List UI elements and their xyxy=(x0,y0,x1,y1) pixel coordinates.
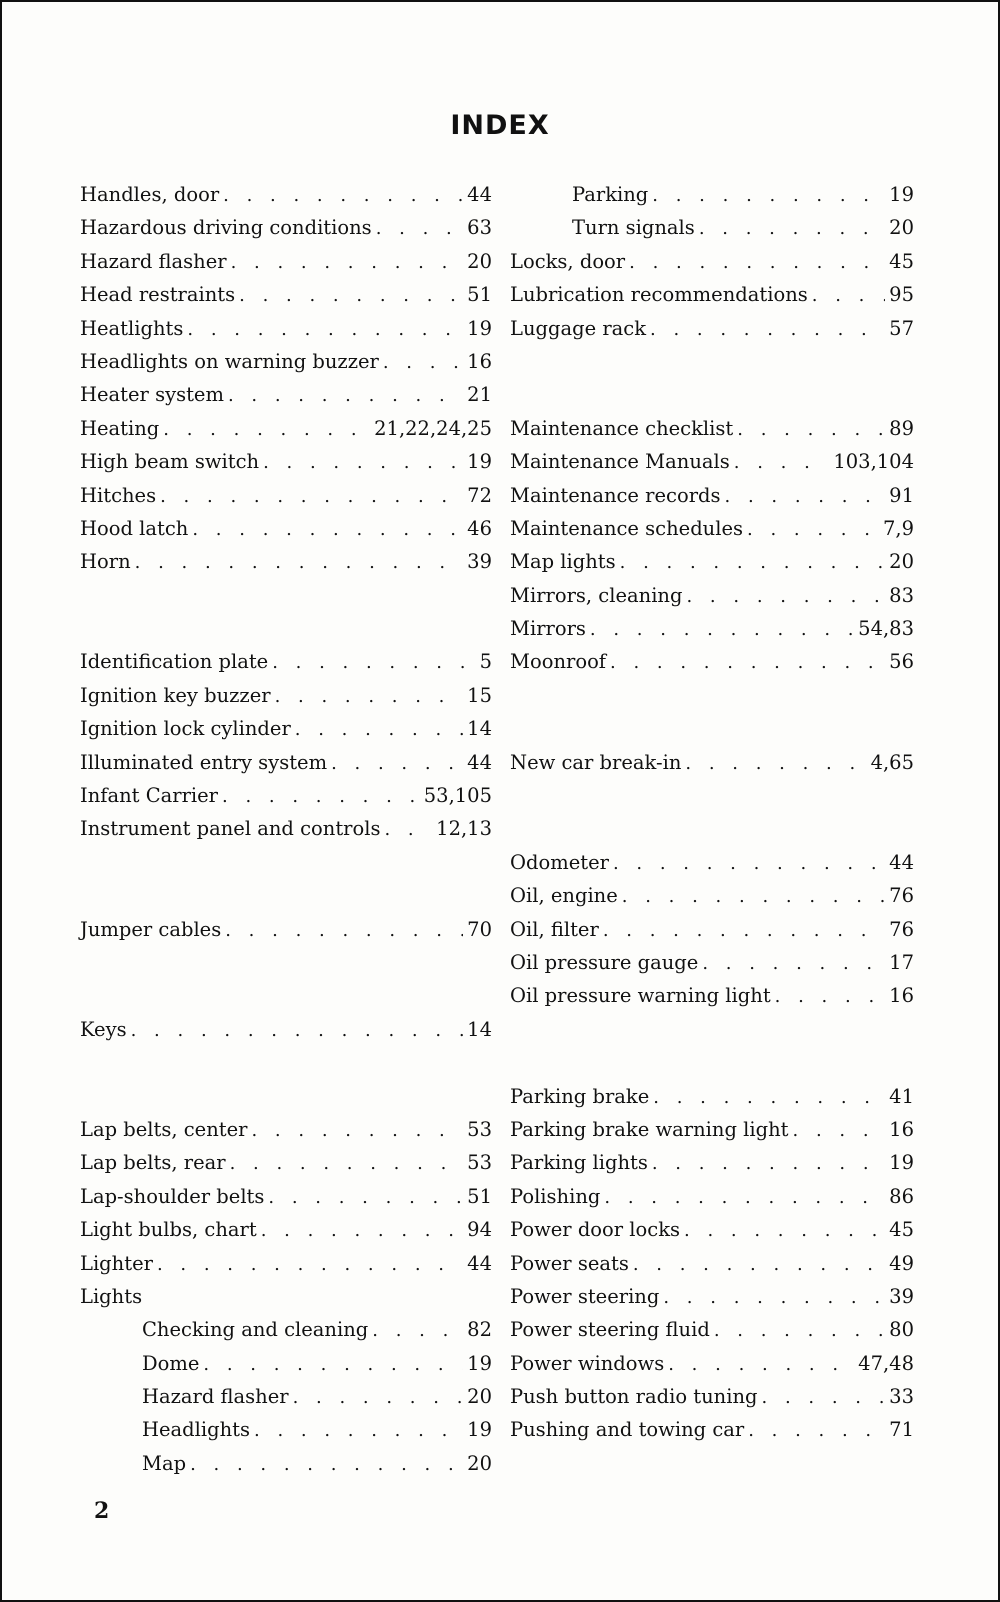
index-entry xyxy=(510,1280,914,1313)
section-gap xyxy=(510,812,914,845)
entry-term: Jumper cables xyxy=(80,917,222,941)
entry-term: Headlights xyxy=(142,1418,251,1442)
section-gap xyxy=(510,1046,914,1079)
entry-page-ref: 72 xyxy=(467,483,492,507)
entry-page-ref: 103,104 xyxy=(833,450,914,474)
index-entry xyxy=(80,178,492,211)
entry-page-ref: 44 xyxy=(889,850,914,874)
dot-leader xyxy=(254,1414,463,1447)
entry-page-ref: 20 xyxy=(467,1451,492,1475)
entry-term: Parking xyxy=(572,183,649,206)
index-entry xyxy=(510,445,914,478)
index-subentry xyxy=(80,1347,492,1380)
index-entry xyxy=(80,1213,492,1246)
entry-term: Map lights xyxy=(510,550,616,574)
dot-leader xyxy=(275,680,464,713)
entry-page-ref: 44 xyxy=(467,750,492,774)
index-entry xyxy=(80,779,492,812)
entry-page-ref: 49 xyxy=(889,1251,914,1275)
entry-page-ref: 19 xyxy=(467,450,492,474)
dot-leader xyxy=(663,1281,885,1314)
entry-page-ref: 86 xyxy=(889,1184,914,1208)
section-gap xyxy=(510,679,914,712)
entry-page-ref: 15 xyxy=(467,683,492,707)
entry-page-ref: 53 xyxy=(467,1151,492,1175)
entry-page-ref: 5 xyxy=(479,650,492,674)
dot-leader xyxy=(251,1114,463,1147)
entry-term: Lap belts, rear xyxy=(80,1151,226,1175)
entry-page-ref: 95 xyxy=(889,283,914,307)
dot-leader xyxy=(372,1314,463,1347)
dot-leader xyxy=(603,914,885,947)
index-entry xyxy=(80,1180,492,1213)
entry-page-ref: 20 xyxy=(889,550,914,574)
dot-leader xyxy=(223,179,463,212)
index-entry xyxy=(510,579,914,612)
entry-page-ref: 4,65 xyxy=(870,750,914,774)
dot-leader xyxy=(684,1214,885,1247)
dot-leader xyxy=(187,313,463,346)
entry-term: Power steering xyxy=(510,1284,660,1308)
entry-term: Parking brake warning light xyxy=(510,1117,789,1141)
entry-page-ref: 16 xyxy=(889,984,914,1008)
index-entry xyxy=(510,1080,914,1113)
index-entry xyxy=(510,1380,914,1413)
entry-term: Lubrication recommendations xyxy=(510,283,808,307)
index-entry xyxy=(80,312,492,345)
dot-leader xyxy=(620,546,886,579)
entry-term: Illuminated entry system xyxy=(80,750,328,774)
index-entry xyxy=(510,946,914,979)
entry-page-ref: 20 xyxy=(889,216,914,240)
entry-term: Heatlights xyxy=(80,316,184,340)
section-gap xyxy=(80,1046,492,1079)
index-entry xyxy=(80,645,492,678)
dot-leader xyxy=(650,313,885,346)
dot-leader xyxy=(192,513,463,546)
entry-term: Locks, door xyxy=(510,249,626,273)
entry-term: Maintenance schedules xyxy=(510,516,744,540)
index-entry xyxy=(510,1313,914,1346)
dot-leader xyxy=(775,980,886,1013)
index-entry xyxy=(80,1146,492,1179)
entry-term: Hazard flasher xyxy=(80,249,227,273)
dot-leader xyxy=(686,580,885,613)
dot-leader xyxy=(135,546,464,579)
index-entry xyxy=(510,612,914,645)
dot-leader xyxy=(163,413,370,446)
section-gap xyxy=(510,345,914,378)
entry-page-ref: 70 xyxy=(467,917,492,941)
dot-leader xyxy=(272,646,475,679)
entry-page-ref: 19 xyxy=(467,316,492,340)
section-gap xyxy=(80,946,492,979)
index-entry xyxy=(510,1146,914,1179)
index-entry xyxy=(510,645,914,678)
index-entry xyxy=(80,345,492,378)
entry-term: Power door locks xyxy=(510,1218,681,1242)
entry-page-ref: 51 xyxy=(467,283,492,307)
index-entry xyxy=(510,746,914,779)
dot-leader xyxy=(613,847,885,880)
entry-term: Oil pressure gauge xyxy=(510,950,699,974)
index-entry xyxy=(510,512,914,545)
entry-page-ref: 19 xyxy=(889,183,914,206)
entry-term: Maintenance Manuals xyxy=(510,450,730,474)
dot-leader xyxy=(812,279,885,312)
dot-leader xyxy=(610,646,885,679)
entry-term: Handles, door xyxy=(80,183,220,206)
entry-term: Identification plate xyxy=(80,650,269,674)
entry-page-ref: 89 xyxy=(889,416,914,440)
dot-leader xyxy=(190,1448,463,1481)
index-entry xyxy=(80,378,492,411)
index-entry xyxy=(510,1347,914,1380)
entry-page-ref: 39 xyxy=(889,1284,914,1308)
index-entry xyxy=(80,746,492,779)
dot-leader xyxy=(737,413,885,446)
section-gap xyxy=(510,779,914,812)
dot-leader xyxy=(604,1181,885,1214)
entry-page-ref: 83 xyxy=(889,583,914,607)
entry-page-ref: 14 xyxy=(467,717,492,741)
dot-leader xyxy=(633,1248,885,1281)
section-gap xyxy=(80,846,492,879)
dot-leader xyxy=(590,613,854,646)
entry-page-ref: 21 xyxy=(467,383,492,407)
section-gap xyxy=(80,612,492,645)
entry-term: Hazard flasher xyxy=(142,1385,289,1409)
entry-term: Light bulbs, chart xyxy=(80,1218,257,1242)
entry-page-ref: 54,83 xyxy=(858,617,914,641)
dot-leader xyxy=(748,1414,885,1447)
dot-leader xyxy=(629,246,885,279)
index-subentry xyxy=(80,1313,492,1346)
entry-page-ref: 46 xyxy=(467,516,492,540)
entry-page-ref: 20 xyxy=(467,1385,492,1409)
index-entry xyxy=(510,879,914,912)
entry-term: Parking lights xyxy=(510,1151,648,1175)
entry-page-ref: 16 xyxy=(889,1117,914,1141)
index-entry xyxy=(510,979,914,1012)
entry-term: Polishing xyxy=(510,1184,601,1208)
dot-leader xyxy=(231,246,464,279)
entry-term: Pushing and towing car xyxy=(510,1418,745,1442)
entry-term: Heating xyxy=(80,416,160,440)
dot-leader xyxy=(653,1081,885,1114)
section-gap xyxy=(80,979,492,1012)
entry-page-ref: 39 xyxy=(467,550,492,574)
index-entry xyxy=(80,1247,492,1280)
index-entry xyxy=(80,245,492,278)
dot-leader xyxy=(652,179,885,212)
entry-term: Lights xyxy=(80,1284,143,1308)
entry-page-ref: 41 xyxy=(889,1084,914,1108)
dot-leader xyxy=(376,212,463,245)
entry-term: Turn signals xyxy=(572,216,695,240)
dot-leader xyxy=(203,1348,463,1381)
dot-leader xyxy=(295,713,463,746)
entry-page-ref: 94 xyxy=(467,1218,492,1242)
entry-term: Head restraints xyxy=(80,283,236,307)
index-entry xyxy=(80,679,492,712)
entry-term: Horn xyxy=(80,550,131,574)
dot-leader xyxy=(383,346,463,379)
entry-term: Luggage rack xyxy=(510,316,647,340)
entry-page-ref: 51 xyxy=(467,1184,492,1208)
entry-term: Lap belts, center xyxy=(80,1117,248,1141)
entry-page-ref: 16 xyxy=(467,349,492,373)
entry-term: New car break-in xyxy=(510,750,682,774)
entry-page-ref: 91 xyxy=(889,483,914,507)
entry-page-ref: 17 xyxy=(889,950,914,974)
entry-term: Hood latch xyxy=(80,516,189,540)
entry-page-ref: 21,22,24,25 xyxy=(374,416,492,440)
dot-leader xyxy=(793,1114,886,1147)
index-entry xyxy=(510,1113,914,1146)
entry-page-ref: 45 xyxy=(889,249,914,273)
index-entry xyxy=(510,1247,914,1280)
index-subentry xyxy=(80,1447,492,1480)
entry-term: Map xyxy=(142,1451,187,1475)
entry-page-ref: 57 xyxy=(889,316,914,340)
section-gap xyxy=(80,879,492,912)
entry-page-ref: 82 xyxy=(467,1318,492,1342)
index-entry xyxy=(80,1113,492,1146)
index-subentry xyxy=(510,211,914,244)
entry-page-ref: 56 xyxy=(889,650,914,674)
entry-term: Hazardous driving conditions xyxy=(80,216,372,240)
dot-leader xyxy=(734,446,830,479)
dot-leader xyxy=(230,1147,464,1180)
entry-term: Mirrors xyxy=(510,617,586,641)
index-entry xyxy=(80,1280,492,1313)
entry-term: Infant Carrier xyxy=(80,784,218,808)
dot-leader xyxy=(652,1147,885,1180)
dot-leader xyxy=(702,947,885,980)
entry-page-ref: 76 xyxy=(889,917,914,941)
entry-term: Headlights on warning buzzer xyxy=(80,349,379,373)
entry-term: Checking and cleaning xyxy=(142,1318,369,1342)
dot-leader xyxy=(714,1314,885,1347)
entry-page-ref: 33 xyxy=(889,1385,914,1409)
dot-leader xyxy=(622,880,885,913)
section-gap xyxy=(510,378,914,411)
index-entry xyxy=(510,1413,914,1446)
index-subentry xyxy=(510,178,914,211)
entry-page-ref: 19 xyxy=(467,1351,492,1375)
entry-term: Power steering fluid xyxy=(510,1318,710,1342)
index-entry xyxy=(80,913,492,946)
section-gap xyxy=(510,1013,914,1046)
dot-leader xyxy=(228,379,463,412)
index-entry xyxy=(80,479,492,512)
index-entry xyxy=(510,245,914,278)
entry-term: Heater system xyxy=(80,383,224,407)
dot-leader xyxy=(268,1181,463,1214)
index-entry xyxy=(80,278,492,311)
entry-page-ref: 80 xyxy=(889,1318,914,1342)
entry-page-ref: 7,9 xyxy=(882,516,914,540)
dot-leader xyxy=(725,480,886,513)
entry-term: Maintenance checklist xyxy=(510,416,734,440)
entry-term: Parking brake xyxy=(510,1084,650,1108)
dot-leader xyxy=(239,279,463,312)
entry-term: Oil pressure warning light xyxy=(510,984,771,1008)
index-entry xyxy=(80,412,492,445)
dot-leader xyxy=(668,1348,854,1381)
entry-term: Oil, engine xyxy=(510,884,618,908)
entry-page-ref: 44 xyxy=(467,183,492,206)
entry-page-ref: 12,13 xyxy=(436,817,492,841)
dot-leader xyxy=(747,513,879,546)
section-gap xyxy=(80,579,492,612)
index-entry xyxy=(80,445,492,478)
index-entry xyxy=(510,913,914,946)
entry-term: Lighter xyxy=(80,1251,153,1275)
entry-term: High beam switch xyxy=(80,450,260,474)
entry-term: Hitches xyxy=(80,483,157,507)
entry-page-ref: 44 xyxy=(467,1251,492,1275)
entry-term: Instrument panel and controls xyxy=(80,817,381,841)
index-entry xyxy=(510,479,914,512)
entry-page-ref: 45 xyxy=(889,1218,914,1242)
index-entry xyxy=(510,545,914,578)
index-entry xyxy=(80,712,492,745)
dot-leader xyxy=(762,1381,886,1414)
entry-page-ref: 47,48 xyxy=(858,1351,914,1375)
entry-term: Mirrors, cleaning xyxy=(510,583,683,607)
page-number: 2 xyxy=(94,1498,110,1524)
entry-page-ref: 71 xyxy=(889,1418,914,1442)
entry-term: Keys xyxy=(80,1017,127,1041)
section-gap xyxy=(510,712,914,745)
entry-page-ref: 76 xyxy=(889,884,914,908)
entry-term: Odometer xyxy=(510,850,609,874)
section-gap xyxy=(80,1080,492,1113)
dot-leader xyxy=(685,747,866,780)
index-entry xyxy=(80,512,492,545)
index-column-right xyxy=(510,178,914,1447)
index-entry xyxy=(80,545,492,578)
dot-leader xyxy=(699,212,885,245)
index-entry xyxy=(510,412,914,445)
dot-leader xyxy=(225,914,463,947)
entry-term: Ignition lock cylinder xyxy=(80,717,291,741)
index-entry xyxy=(510,312,914,345)
dot-leader xyxy=(293,1381,464,1414)
entry-term: Maintenance records xyxy=(510,483,721,507)
entry-page-ref: 19 xyxy=(467,1418,492,1442)
entry-term: Moonroof xyxy=(510,650,607,674)
entry-term: Push button radio tuning xyxy=(510,1385,758,1409)
entry-page-ref: 20 xyxy=(467,249,492,273)
entry-term: Dome xyxy=(142,1351,200,1375)
index-entry xyxy=(80,211,492,244)
entry-term: Power seats xyxy=(510,1251,629,1275)
dot-leader xyxy=(222,780,420,813)
page-title: INDEX xyxy=(450,110,550,141)
index-subentry xyxy=(80,1380,492,1413)
index-entry xyxy=(510,846,914,879)
entry-term: Power windows xyxy=(510,1351,665,1375)
entry-page-ref: 14 xyxy=(467,1017,492,1041)
index-entry xyxy=(510,1180,914,1213)
dot-leader xyxy=(384,813,432,846)
index-entry xyxy=(80,812,492,845)
dot-leader xyxy=(160,480,463,513)
entry-term: Ignition key buzzer xyxy=(80,683,271,707)
index-subentry xyxy=(80,1413,492,1446)
index-entry xyxy=(510,278,914,311)
dot-leader xyxy=(131,1014,464,1047)
entry-page-ref: 19 xyxy=(889,1151,914,1175)
entry-page-ref: 53,105 xyxy=(423,784,492,808)
index-column-left xyxy=(80,178,492,1480)
dot-leader xyxy=(157,1248,463,1281)
dot-leader xyxy=(261,1214,463,1247)
index-entry xyxy=(80,1013,492,1046)
dot-leader xyxy=(263,446,463,479)
entry-page-ref: 53 xyxy=(467,1117,492,1141)
index-entry xyxy=(510,1213,914,1246)
entry-term: Oil, filter xyxy=(510,917,599,941)
entry-term: Lap-shoulder belts xyxy=(80,1184,265,1208)
dot-leader xyxy=(331,747,463,780)
entry-page-ref: 63 xyxy=(467,216,492,240)
